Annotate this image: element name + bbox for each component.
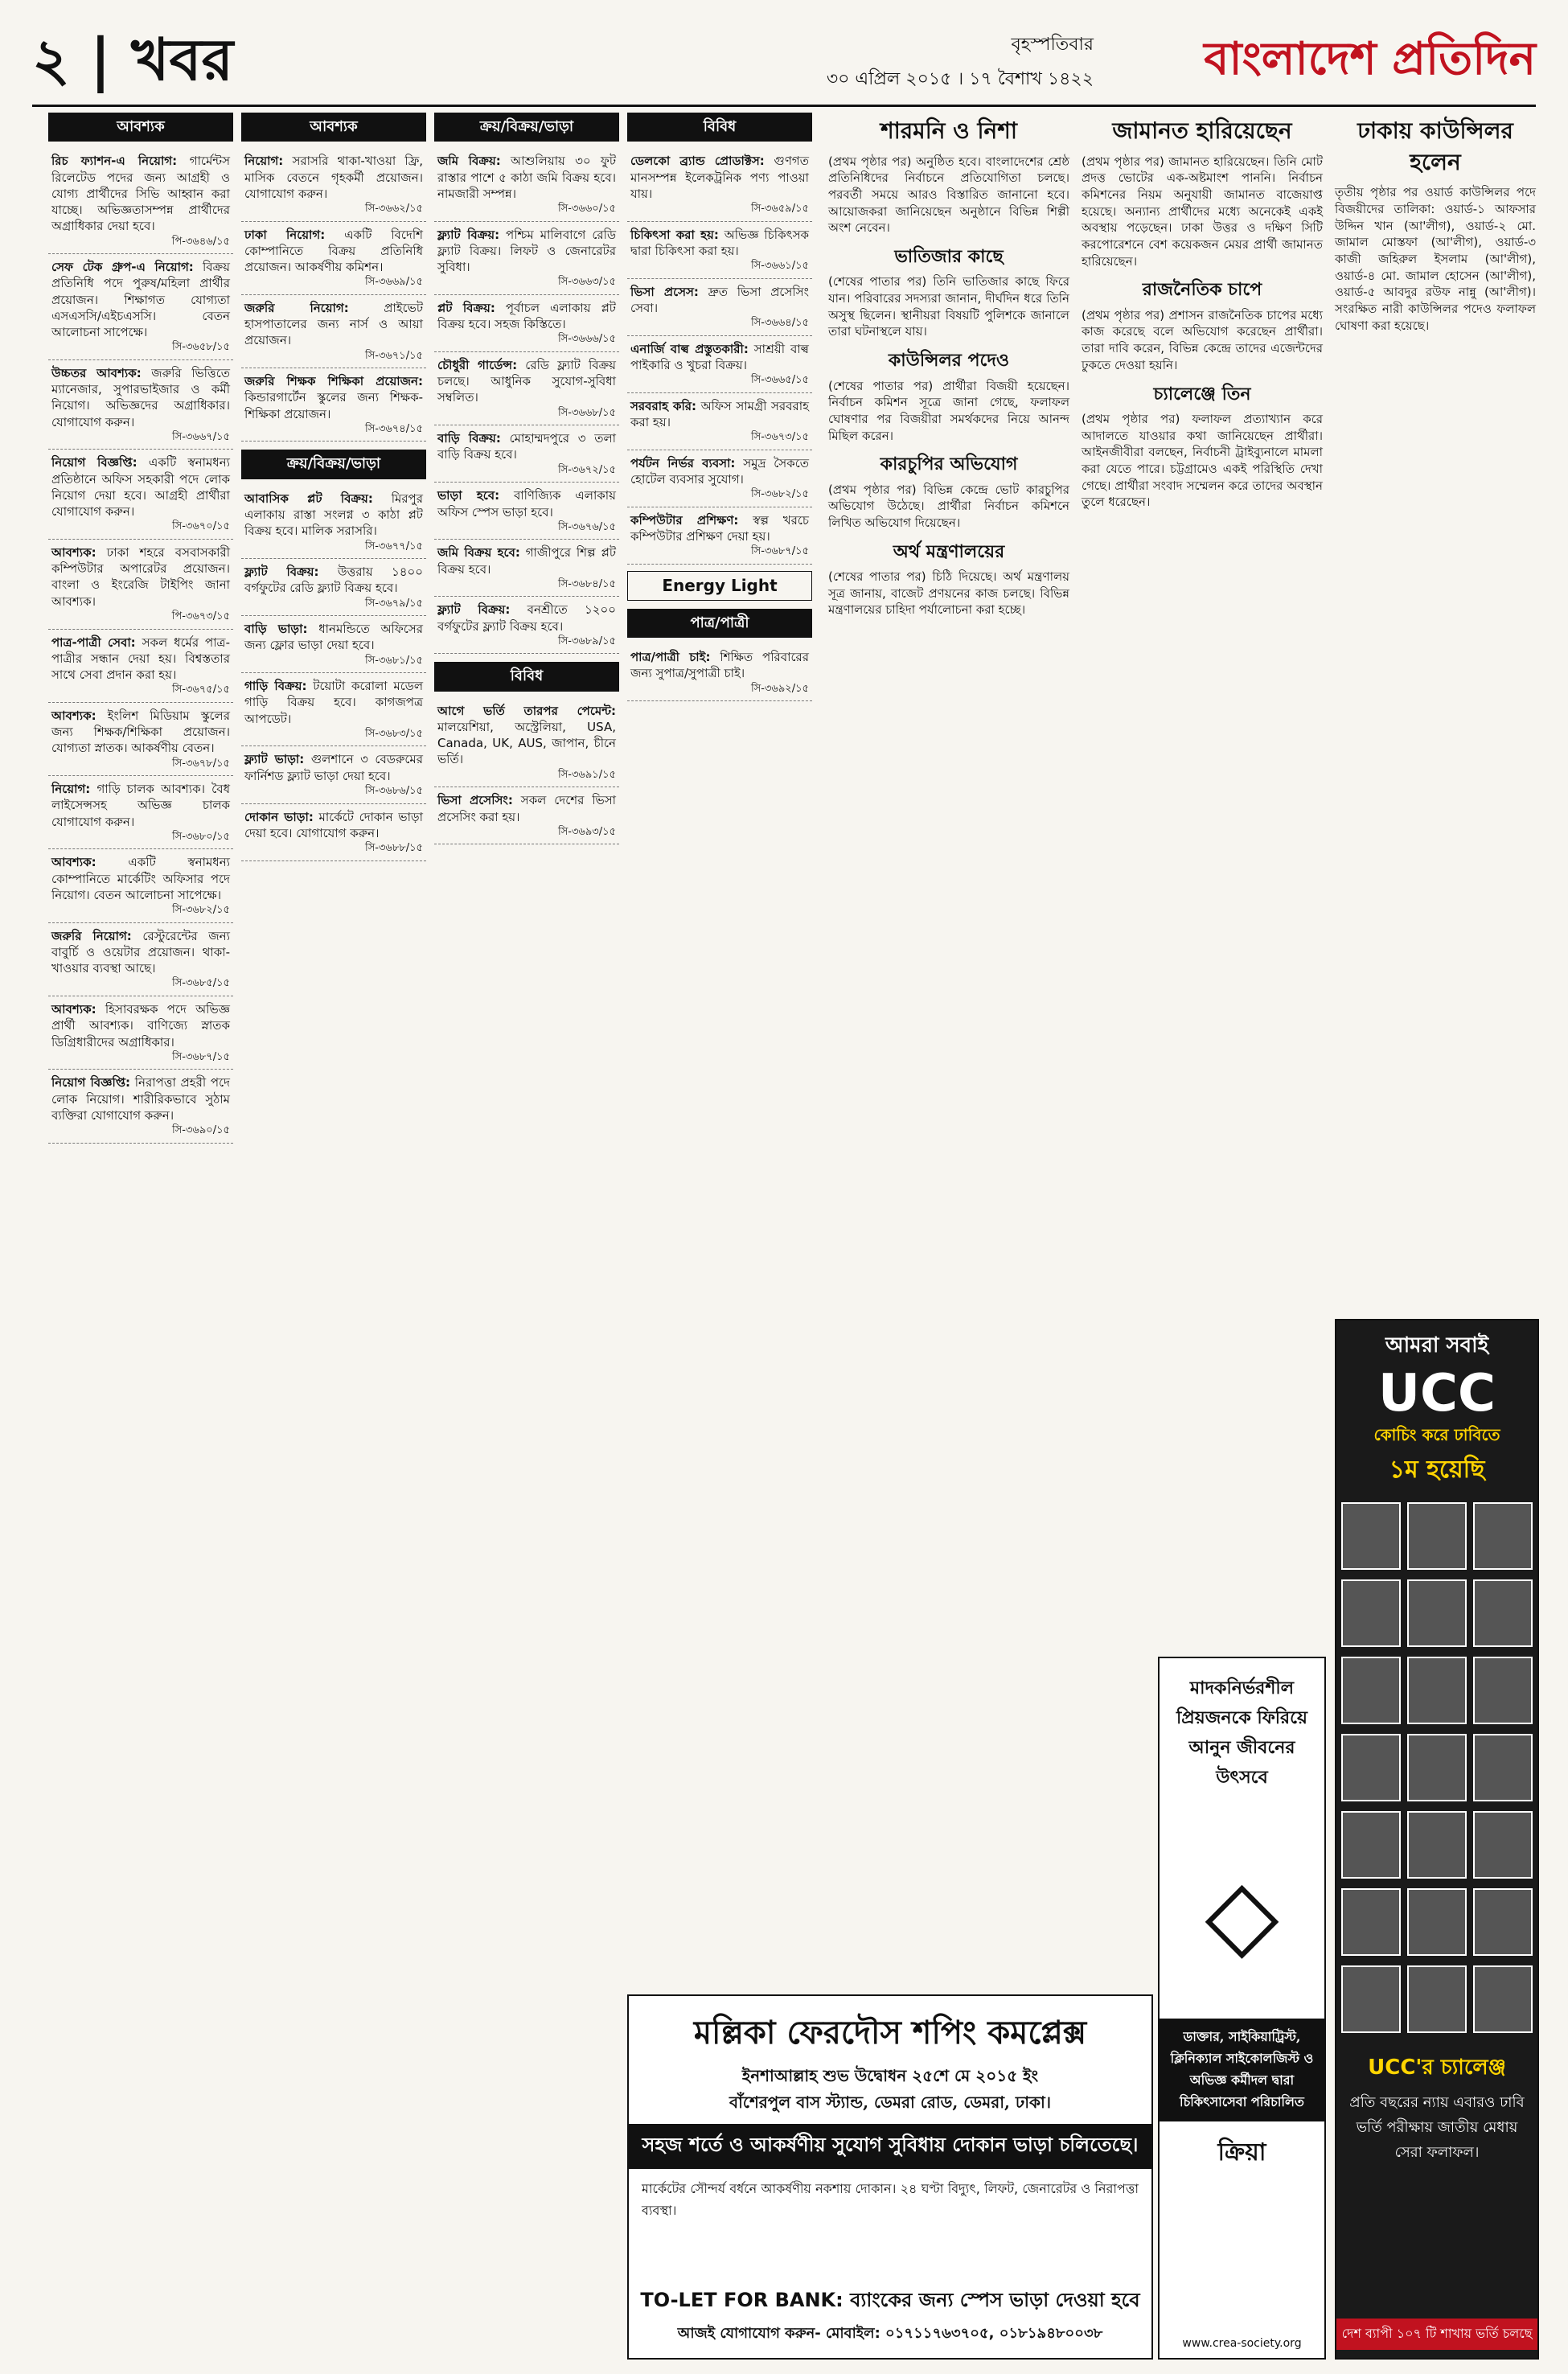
classified-item (434, 295, 619, 352)
column-header: বিবিধ (434, 662, 619, 691)
ad-challenge-text: প্রতি বছরের ন্যায় এবারও ঢাবি ভর্তি পরীক্ষায় জাতীয় মেধায় সেরা ফলাফল। (1349, 2094, 1525, 2161)
news-column-b (1082, 113, 1323, 511)
classified-item (241, 486, 426, 559)
classified-item (48, 776, 233, 849)
classified-title: এনার্জি বাল্ব প্রস্তুতকারী: (630, 341, 749, 356)
classified-title: আবশ্যক: (51, 708, 96, 723)
student-photo (1341, 1657, 1401, 1724)
classified-title: উচ্চতর আবশ্যক: (51, 365, 142, 380)
classified-text: সাশ্রয়ী বাল্ব পাইকারি ও খুচরা বিক্রয়। (630, 341, 809, 372)
classified-ref: সি-৩৬৭০/১৫ (171, 520, 230, 533)
classified-text: পশ্চিম মালিবাগে রেডি ফ্ল্যাট বিক্রয়। লিফট ও জেনারেটর সুবিধা। (437, 227, 616, 275)
headline: কাউন্সিলর পদেও (888, 350, 1010, 372)
classified-ref: সি-৩৬৮৭/১৫ (171, 1050, 230, 1063)
classified-item (48, 703, 233, 776)
classified-item (434, 148, 619, 221)
column-header: ক্রয়/বিক্রয়/ভাড়া (241, 450, 426, 478)
classified-text: রেডি ফ্ল্যাট বিক্রয় চলছে। আধুনিক সুযোগ-সুবিধা সম্বলিত। (437, 357, 616, 405)
classified-title: কম্পিউটার প্রশিক্ষণ: (630, 512, 739, 528)
classified-title: সেফ টেক গ্রুপ-এ নিয়োগ: (51, 260, 194, 275)
classified-title: নিয়োগ: (244, 154, 284, 169)
classified-title: চিকিৎসা করা হয়: (630, 227, 719, 242)
article-body: (শেষের পাতার পর) তিনি ভাতিজার কাছে ফিরে যান। পরিবারের সদস্যরা জানান, দীর্ঘদিন ধরে তিনি অসুস্থ ছিলেন। স্থানীয়রা বিষয়টি পুলিশকে জানালে তারা ঘটনাস্থলে যায়। (828, 274, 1069, 339)
student-photos (1336, 1499, 1537, 2039)
classified-text: সমুদ্র সৈকতে হোটেল ব্যবসার সুযোগ। (630, 455, 809, 487)
student-photo (1473, 1657, 1533, 1724)
classified-ref: পি-৩৬৪৬/১৫ (171, 235, 230, 248)
student-photo (1341, 1502, 1401, 1570)
classified-column-4 (627, 113, 812, 701)
student-photo (1473, 1888, 1533, 1956)
classified-text: একটি বিদেশি কোম্পানিতে বিক্রয় প্রতিনিধি প্রয়োজন। আকর্ষণীয় কমিশন। (244, 227, 423, 275)
news-column-c (1335, 113, 1536, 334)
classified-item (627, 336, 812, 393)
classified-ref: সি-৩৬৮০/১৫ (171, 830, 230, 843)
classified-text: টয়োটা করোলা মডেল গাড়ি বিক্রয় হবে। কাগজপত্র আপডেট। (244, 679, 423, 726)
classified-item (627, 393, 812, 450)
classified-text: গুলশানে ৩ বেডরুমের ফার্নিশড ফ্ল্যাট ভাড়া দেয়া হবে। (244, 752, 423, 783)
article-body: (প্রথম পৃষ্ঠার পর) জামানত হারিয়েছেন। তিনি মোট প্রদত্ত ভোটের এক-অষ্টমাংশ পাননি। নির্বাচন কমিশনের নিয়ম অনুযায়ী জামানত বাজেয়াপ্ত হয়েছে। অন্যান্য প্রার্থীদের মধ্যে অনেকেই একই অবস্থায় পড়েছেন। ঢাকা উত্তর ও দক্ষিণ সিটি করপোরেশনে বেশ কয়েকজন মেয়র প্রার্থী জামানত হারিয়েছেন। (1082, 154, 1323, 269)
classified-text: অফিস সামগ্রী সরবরাহ করা হয়। (630, 398, 809, 429)
classified-ref: সি-৩৬৬২/১৫ (364, 203, 423, 216)
classified-ref: সি-৩৬৭৫/১৫ (171, 684, 230, 696)
student-photo (1407, 1811, 1467, 1879)
bank-text: ব্যাংকের জন্য স্পেস ভাড়া দেওয়া হবে (850, 2289, 1140, 2311)
ad-subtitle: ইনশাআল্লাহ শুভ উদ্বোধন ২৫শে মে ২০১৫ ইং (741, 2066, 1039, 2085)
classified-text: পূর্বাচল এলাকায় প্লট বিক্রয় হবে। সহজ কিস্তিতে। (437, 300, 616, 332)
student-photo (1407, 1965, 1467, 2033)
headline: ঢাকায় কাউন্সিলর হলেন (1357, 117, 1513, 175)
student-photo (1341, 1965, 1401, 2033)
classified-title: নিয়োগ বিজ্ঞপ্তি: (51, 455, 138, 470)
ad-contact: আজই যোগাযোগ করুন- মোবাইল: ০১৭১১৭৬৩৭০৫, ০১৮১৯৪৮০০৩৮ (677, 2325, 1103, 2342)
ad-brand: ক্রিয়া (1217, 2138, 1266, 2167)
article-body: (প্রথম পৃষ্ঠার পর) প্রশাসন রাজনৈতিক চাপের মধ্যে কাজ করেছে বলে অভিযোগ করেছেন প্রার্থীরা। তারা দাবি করেন, বিভিন্ন কেন্দ্রে তাদের এজেন্টদের ঢুকতে দেওয়া হয়নি। (1082, 307, 1323, 372)
article-body: তৃতীয় পৃষ্ঠার পর ওয়ার্ড কাউন্সিলর পদে বিজয়ীদের তালিকা: ওয়ার্ড-১ আফসার উদ্দিন খান (আ'লীগ), ওয়ার্ড-২ মো. জামাল মোস্তফা (আ'লীগ), ওয়ার্ড-৩ কাজী জহিরুল ইসলাম (আ'লীগ), ওয়ার্ড-৪ মো. জামাল হোসেন (আ'লীগ), ওয়ার্ড-৫ আবদুর রউফ নান্নু (আ'লীগ)। সংরক্ষিত নারী কাউন্সিলর পদেও ফলাফল ঘোষণা করা হয়েছে। (1335, 185, 1536, 333)
classified-item (434, 222, 619, 295)
classified-ref: সি-৩৬৮২/১৫ (750, 488, 809, 501)
classified-ref: সি-৩৬৬৭/১৫ (171, 430, 230, 443)
student-photo (1407, 1657, 1467, 1724)
classified-title: চৌধুরী গার্ডেন্স: (437, 357, 518, 372)
column-header: পাত্র/পাত্রী (627, 609, 812, 638)
classified-ref: সি-৩৬৮৬/১৫ (364, 784, 423, 797)
classified-title: ভাড়া হবে: (437, 488, 500, 503)
classified-text: মার্কেটে দোকান ভাড়া দেয়া হবে। যোগাযোগ করুন। (244, 809, 423, 840)
article-body: (শেষের পাতার পর) চিঠি দিয়েছে। অর্থ মন্ত্রণালয় সূত্র জানায়, বাজেট প্রণয়নের কাজ চলছে। বিভিন্ন মন্ত্রণালয়ের চাহিদা পর্যালোচনা করা হচ্ছে। (828, 569, 1069, 618)
classified-ref: সি-৩৬৬৬/১৫ (557, 333, 616, 346)
headline: কারচুপির অভিযোগ (880, 454, 1018, 475)
classified-title: পর্যটন নির্ভর ব্যবসা: (630, 455, 736, 470)
classified-text: প্রাইভেট হাসপাতালের জন্য নার্স ও আয়া প্রয়োজন। (244, 300, 423, 348)
classified-item (241, 746, 426, 803)
classified-ref: সি-৩৬৭৯/১৫ (364, 597, 423, 610)
classified-title: ভিসা প্রসেসিং: (437, 793, 513, 808)
ad-subtitle: ডাক্তার, সাইকিয়াট্রিস্ট, ক্লিনিক্যাল সাইকোলজিস্ট ও অভিজ্ঞ কর্মীদল দ্বারা চিকিৎসাসেবা পরিচালিত (1160, 2019, 1324, 2121)
classified-column-2 (241, 113, 426, 861)
section-name: খবর (131, 25, 234, 93)
classified-title: ঢাকা নিয়োগ: (244, 227, 326, 242)
classified-ref: সি-৩৬৬৩/১৫ (557, 276, 616, 289)
classified-ref: সি-৩৬৭৬/১৫ (557, 520, 616, 533)
classified-item (627, 279, 812, 336)
ad-challenge-title: UCC'র চ্যালেঞ্জ (1368, 2056, 1506, 2080)
ucc-coaching-ad (1335, 1319, 1539, 2360)
classified-title: আবশ্যক: (51, 544, 96, 560)
classified-text: আশুলিয়ায় ৩০ ফুট রাস্তার পাশে ৫ কাঠা জমি বিক্রয় হবে। নামজারী সম্পন্ন। (437, 154, 616, 201)
classified-item (434, 698, 619, 788)
classified-text: একটি স্বনামধন্য কোম্পানিতে মার্কেটিং অফিসার পদে নিয়োগ। বেতন আলোচনা সাপেক্ষে। (51, 855, 230, 902)
classified-title: আগে ভর্তি তারপর পেমেন্ট: (437, 703, 616, 718)
classified-column-1 (48, 113, 233, 1144)
classified-text: সকল দেশের ভিসা প্রসেসিং করা হয়। (437, 793, 616, 824)
student-photo (1341, 1734, 1401, 1801)
classified-item (241, 673, 426, 746)
student-photo (1407, 1734, 1467, 1801)
classified-title: প্লট বিক্রয়: (437, 300, 495, 315)
classified-text: একটি স্বনামধন্য প্রতিষ্ঠানে অফিস সহকারী পদে লোক নিয়োগ দেয়া হবে। আগ্রহী প্রার্থীরা যোগাযোগ করুন। (51, 455, 230, 520)
classified-text: শিক্ষিত পরিবারের জন্য সুপাত্র/সুপাত্রী চাই। (630, 650, 809, 681)
classified-column-3 (434, 113, 619, 844)
classified-ref: সি-৩৬৮২/১৫ (171, 904, 230, 917)
headline: অর্থ মন্ত্রণালয়ের (893, 540, 1005, 562)
classified-text: নিরাপত্তা প্রহরী পদে লোক নিয়োগ। শারীরিকভাবে সুঠাম ব্যক্তিরা যোগাযোগ করুন। (51, 1075, 230, 1123)
classified-ref: সি-৩৬৮৭/১৫ (750, 545, 809, 558)
classified-title: রিচ ফ্যাশন-এ নিয়োগ: (51, 154, 178, 169)
classified-title: গাড়ি বিক্রয়: (244, 679, 307, 694)
classified-item (48, 450, 233, 540)
classified-title: দোকান ভাড়া: (244, 809, 314, 824)
classified-item (48, 923, 233, 996)
ad-heading: আমরা সবাই (1385, 1333, 1489, 1357)
classified-text: মোহাম্মদপুরে ৩ তলা বাড়ি বিক্রয় হবে। (437, 431, 616, 462)
energy-light-ad: Energy Light (627, 571, 812, 601)
classified-item (241, 804, 426, 861)
article-body: (প্রথম পৃষ্ঠার পর) অনুষ্ঠিত হবে। বাংলাদেশের শ্রেষ্ঠ প্রতিনিধিদের নির্বাচনে প্রতিযোগিতা চলছে। পরবর্তী সময়ে আরও বিস্তারিত জানানো হবে। আয়োজকরা জানিয়েছেন অনুষ্ঠানে বিভিন্ন শিল্পী অংশ নেবেন। (828, 154, 1069, 236)
classified-ref: সি-৩৬৬১/১৫ (750, 260, 809, 273)
classified-item (48, 630, 233, 703)
student-photo (1341, 1811, 1401, 1879)
classified-text: ঢাকা শহরে বসবাসকারী কম্পিউটার অপারেটর প্রয়োজন। বাংলা ও ইংরেজি টাইপিং জানা আবশ্যক। (51, 544, 230, 609)
classified-ref: সি-৩৬৮৪/১৫ (557, 577, 616, 590)
column-header: আবশ্যক (241, 113, 426, 142)
classified-title: বাড়ি বিক্রয়: (437, 431, 501, 446)
classified-title: পাত্র-পাত্রী সেবা: (51, 635, 136, 650)
classified-item (48, 148, 233, 254)
classified-title: জরুরি নিয়োগ: (51, 928, 132, 943)
ad-banner: সহজ শর্তে ও আকর্ষণীয় সুযোগ সুবিধায় দোকান ভাড়া চলিতেছে। (629, 2124, 1151, 2169)
classified-ref: সি-৩৬৬৮/১৫ (557, 406, 616, 419)
classified-item (241, 559, 426, 616)
article-body: (প্রথম পৃষ্ঠার পর) বিভিন্ন কেন্দ্রে ভোট কারচুপির অভিযোগ উঠেছে। প্রার্থীরা নির্বাচন কমিশনে লিখিত অভিযোগ দিয়েছেন। (828, 482, 1069, 531)
ad-website: www.crea-society.org (1182, 2337, 1302, 2350)
classified-ref: সি-৩৬৬৫/১৫ (750, 374, 809, 387)
classified-text: স্বল্প খরচে কম্পিউটার প্রশিক্ষণ দেয়া হয়। (630, 512, 809, 544)
classified-item (627, 450, 812, 507)
news-column-a (828, 113, 1069, 618)
classified-title: ফ্ল্যাট ভাড়া: (244, 752, 305, 767)
ad-address: বাঁশেরপুল বাস স্ট্যান্ড, ডেমরা রোড, ডেমরা, ঢাকা। (729, 2093, 1051, 2112)
classified-text: সরাসরি থাকা-খাওয়া ফ্রি, মাসিক বেতনে গৃহকর্মী প্রয়োজন। যোগাযোগ করুন। (244, 154, 423, 201)
classified-ref: সি-৩৬৮১/১৫ (364, 654, 423, 667)
classified-text: কিন্ডারগার্টেন স্কুলের জন্য শিক্ষক-শিক্ষিকা প্রয়োজন। (244, 390, 423, 421)
classified-text: রেস্টুরেন্টের জন্য বাবুর্চি ও ওয়েটার প্রয়োজন। থাকা-খাওয়ার ব্যবস্থা আছে। (51, 928, 230, 976)
classified-ref: সি-৩৬৫৮/১৫ (171, 341, 230, 354)
page-section-title: ২ | খবর (32, 25, 234, 93)
student-photo (1473, 1579, 1533, 1647)
classified-item (48, 540, 233, 630)
column-header: ক্রয়/বিক্রয়/ভাড়া (434, 113, 619, 142)
rehab-ad (1158, 1657, 1326, 2360)
classified-text: দ্রুত ভিসা প্রসেসিং সেবা। (630, 284, 809, 315)
classified-text: গুণগত মানসম্পন্ন ইলেকট্রনিক পণ্য পাওয়া যায়। (630, 154, 809, 201)
classified-ref: সি-৩৬৯২/১৫ (750, 682, 809, 695)
classified-title: নিয়োগ বিজ্ঞপ্তি: (51, 1075, 131, 1090)
student-photo (1341, 1888, 1401, 1956)
headline: ভাতিজার কাছে (894, 246, 1004, 268)
classified-ref: সি-৩৬৯১/১৫ (557, 768, 616, 781)
classified-item (627, 644, 812, 701)
classified-text: বনশ্রীতে ১২০০ বর্গফুটের ফ্ল্যাট বিক্রয় হবে। (437, 602, 616, 634)
classified-ref: সি-৩৬৯০/১৫ (171, 1124, 230, 1137)
classified-title: জরুরি শিক্ষক শিক্ষিকা প্রয়োজন: (244, 374, 423, 389)
classified-text: জরুরি ভিত্তিতে ম্যানেজার, সুপারভাইজার ও কর্মী নিয়োগ। অভিজ্ঞদের অগ্রাধিকার। যোগাযোগ করুন। (51, 365, 230, 429)
page-number: ২ (32, 25, 70, 93)
student-photo (1473, 1811, 1533, 1879)
column-header: বিবিধ (627, 113, 812, 142)
classified-title: জমি বিক্রয়: (437, 154, 501, 169)
classified-text: সকল ধর্মের পাত্র-পাত্রীর সন্ধান দেয়া হয়। বিশ্বস্ততার সাথে সেবা প্রদান করা হয়। (51, 635, 230, 683)
ad-body: মার্কেটের সৌন্দর্য বর্ধনে আকর্ষণীয় নকশায় দোকান। ২৪ ঘণ্টা বিদ্যুৎ, লিফট, জেনারেটর ও নিরাপত্তা ব্যবস্থা। (642, 2181, 1139, 2218)
classified-item (434, 483, 619, 540)
classified-text: গার্মেন্টস রিলেটেড পদের জন্য আগ্রহী ও যোগ্য প্রার্থীদের সিভি আহ্বান করা যাচ্ছে। অভিজ্ঞতাসম্পন্ন প্রার্থীদের অগ্রাধিকার দেয়া হবে। (51, 154, 230, 234)
classified-item (627, 507, 812, 565)
headline: জামানত হারিয়েছেন (1112, 117, 1292, 144)
date-text: ৩০ এপ্রিল ২০১৫ । ১৭ বৈশাখ ১৪২২ (826, 69, 1094, 89)
classified-ref: সি-৩৬৮৫/১৫ (171, 977, 230, 990)
classified-ref: সি-৩৬৮৯/১৫ (557, 635, 616, 647)
classified-item (48, 1070, 233, 1143)
student-photo (1407, 1579, 1467, 1647)
classified-item (434, 787, 619, 844)
classified-title: নিয়োগ: (51, 782, 91, 797)
article-body: (শেষের পাতার পর) প্রার্থীরা বিজয়ী হয়েছেন। নির্বাচন কমিশন সূত্রে জানা গেছে, ফলাফল ঘোষণার পর বিজয়ীরা সমর্থকদের নিয়ে আনন্দ মিছিল করেন। (828, 378, 1069, 443)
student-photo (1473, 1965, 1533, 2033)
bank-line (629, 2286, 1151, 2318)
classified-text: ইংলিশ মিডিয়াম স্কুলের জন্য শিক্ষক/শিক্ষিকা প্রয়োজন। যোগ্যতা স্নাতক। আকর্ষণীয় বেতন। (51, 708, 230, 756)
headline: রাজনৈতিক চাপে (1142, 279, 1262, 301)
classified-text: অভিজ্ঞ চিকিৎসক দ্বারা চিকিৎসা করা হয়। (630, 227, 809, 258)
classified-text: গাড়ি চালক আবশ্যক। বৈধ লাইসেন্সসহ অভিজ্ঞ চালক যোগাযোগ করুন। (51, 782, 230, 829)
weekday: বৃহস্পতিবার (1011, 35, 1094, 55)
classified-text: ধানমন্ডিতে অফিসের জন্য ফ্লোর ভাড়া দেয়া হবে। (244, 622, 423, 653)
classified-item (241, 616, 426, 673)
classified-text: বিক্রয় প্রতিনিধি পদে পুরুষ/মহিলা প্রার্থীর প্রয়োজন। শিক্ষাগত যোগ্যতা এসএসসি/এইচএসসি। বেতন আলোচনা সাপেক্ষে। (51, 260, 230, 340)
article-body: (প্রথম পৃষ্ঠার পর) ফলাফল প্রত্যাখ্যান করে আদালতে যাওয়ার কথা জানিয়েছেন প্রার্থীরা। আইনজীবীরা বলছেন, নির্বাচনী ট্রাইব্যুনালে মামলা করা যেতে পারে। চট্টগ্রামেও একই পরিস্থিতি দেখা গেছে। প্রার্থীরা সংবাদ সম্মেলন করে তাদের অবস্থান তুলে ধরেছেন। (1082, 411, 1323, 510)
classified-text: বাণিজ্যিক এলাকায় অফিস স্পেস ভাড়া হবে। (437, 488, 616, 520)
bank-label: TO-LET FOR BANK: (640, 2289, 844, 2311)
classified-ref: সি-৩৬৭৭/১৫ (364, 540, 423, 552)
classified-ref: সি-৩৬৭১/১৫ (364, 349, 423, 362)
classified-item (241, 295, 426, 368)
classified-text: গাজীপুরে শিল্প প্লট বিক্রয় হবে। (437, 545, 616, 577)
classified-title: ফ্ল্যাট বিক্রয়: (244, 565, 319, 580)
classified-item (241, 368, 426, 442)
classified-title: বাড়ি ভাড়া: (244, 622, 308, 637)
student-photo (1341, 1579, 1401, 1647)
ad-subtitle: কোচিং করে ঢাবিতে (1373, 1425, 1500, 1444)
mall-ad (627, 1994, 1153, 2360)
masthead (32, 16, 1536, 107)
classified-text: মালয়েশিয়া, অস্ট্রেলিয়া, USA, Canada, UK, AUS, জাপান, চীনে ভর্তি। (437, 719, 616, 767)
classified-title: ডেলকো ব্র্যান্ড প্রোডাক্টস: (630, 154, 765, 169)
headline: চ্যালেঞ্জে তিন (1153, 383, 1251, 405)
classified-text: উত্তরায় ১৪০০ বর্গফুটের রেডি ফ্ল্যাট বিক্রয় হবে। (244, 565, 423, 596)
classified-title: ভিসা প্রসেস: (630, 284, 699, 299)
classified-title: আবশ্যক: (51, 1002, 96, 1017)
classified-title: পাত্র/পাত্রী চাই: (630, 650, 711, 665)
classified-ref: সি-৩৬৯৩/১৫ (557, 825, 616, 838)
date-block (756, 31, 1094, 100)
classified-item (627, 222, 812, 279)
classified-title: জমি বিক্রয় হবে: (437, 545, 520, 561)
classified-ref: সি-৩৬৮৩/১৫ (364, 727, 423, 740)
student-photo (1473, 1734, 1533, 1801)
classified-ref: সি-৩৬৬০/১৫ (557, 203, 616, 216)
classified-item (434, 352, 619, 425)
classified-item (627, 148, 812, 221)
classified-ref: সি-৩৬৭৮/১৫ (171, 757, 230, 770)
classified-item (48, 254, 233, 360)
classified-item (434, 425, 619, 483)
ad-rank: ১ম হয়েছি (1389, 1456, 1485, 1484)
classified-item (241, 148, 426, 221)
ad-brand: UCC (1378, 1364, 1496, 1423)
ad-heading: মল্লিকা ফেরদৌস শপিং কমপ্লেক্স (693, 2014, 1087, 2052)
classified-item (48, 360, 233, 450)
column-header: আবশ্যক (48, 113, 233, 142)
classified-title: সরবরাহ করি: (630, 398, 697, 413)
classified-ref: পি-৩৬৭৩/১৫ (171, 610, 230, 622)
headline: শারমনি ও নিশা (880, 117, 1017, 144)
paper-logo: বাংলাদেশ প্রতিদিন (1204, 32, 1536, 85)
ad-branches: দেশ ব্যাপী ১০৭ টি শাখায় ভর্তি চলছে (1336, 2319, 1537, 2350)
student-photo (1407, 1888, 1467, 1956)
kite-icon: ◇ (1205, 1858, 1279, 1970)
classified-ref: সি-৩৬৭২/১৫ (557, 463, 616, 476)
student-photo (1407, 1502, 1467, 1570)
classified-title: ফ্ল্যাট বিক্রয়: (437, 227, 500, 242)
classified-text: মিরপুর এলাকায় রাস্তা সংলগ্ন ৩ কাঠা প্লট বিক্রয় হবে। মালিক সরাসরি। (244, 491, 423, 539)
classified-title: আবশ্যক: (51, 855, 96, 870)
classified-ref: সি-৩৬৬৪/১৫ (750, 317, 809, 330)
classified-item (48, 996, 233, 1070)
classified-title: ফ্ল্যাট বিক্রয়: (437, 602, 511, 618)
classified-ref: সি-৩৬৮৮/১৫ (364, 842, 423, 855)
classified-ref: সি-৩৬৭৪/১৫ (364, 422, 423, 435)
classified-item (48, 849, 233, 922)
classified-ref: সি-৩৬৫৯/১৫ (750, 203, 809, 216)
classified-text: হিসাবরক্ষক পদে অভিজ্ঞ প্রার্থী আবশ্যক। বাণিজ্যে স্নাতক ডিগ্রিধারীদের অগ্রাধিকার। (51, 1002, 230, 1049)
classified-ref: সি-৩৬৬৯/১৫ (364, 276, 423, 289)
classified-ref: সি-৩৬৭৩/১৫ (750, 431, 809, 444)
classified-title: আবাসিক প্লট বিক্রয়: (244, 491, 373, 506)
ad-heading: মাদকনির্ভরশীল প্রিয়জনকে ফিরিয়ে আনুন জীবনের উৎসবে (1176, 1678, 1307, 1788)
classified-item (434, 597, 619, 654)
student-photo (1473, 1502, 1533, 1570)
classified-item (434, 540, 619, 597)
classified-title: জরুরি নিয়োগ: (244, 300, 349, 315)
classified-item (241, 222, 426, 295)
